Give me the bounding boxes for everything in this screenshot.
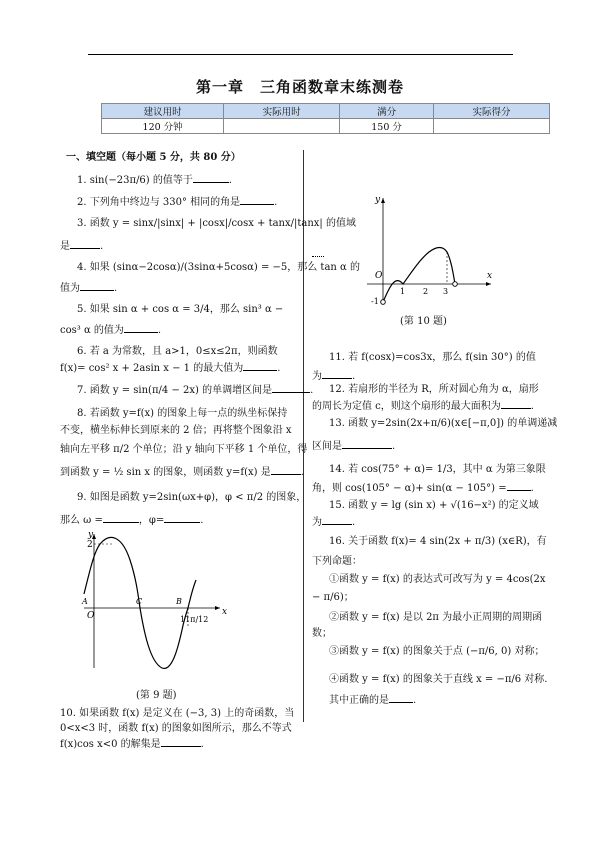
question-8: 8. 若函数 y=f(x) 的图象上每一点的纵坐标保持	[77, 408, 288, 419]
answer-blank	[322, 514, 352, 525]
question-13-cont: 区间是 .	[312, 438, 395, 455]
question-3-cont: 是 .	[60, 238, 103, 255]
answer-blank	[507, 480, 531, 491]
question-8-cont: 轴向左平移 π/2 个单位；沿 y 轴向下平移 1 个单位，得	[60, 444, 308, 455]
answer-blank	[272, 382, 310, 393]
header-cell: 实际用时	[224, 104, 340, 119]
section-heading: 一、填空题（每小题 5 分，共 80 分）	[66, 152, 241, 163]
answer-blank	[342, 438, 392, 449]
point-C-label: C	[136, 597, 143, 606]
proposition-3: ③函数 y = f(x) 的图象关于点 (−π/6, 0) 对称；	[329, 646, 545, 657]
x-axis-arrow	[486, 282, 491, 286]
value-cell: 120 分钟	[102, 119, 224, 134]
question-1: 1. sin(−23π/6) 的值等于 .	[77, 172, 232, 189]
answer-blank	[240, 194, 274, 205]
answer-blank	[243, 360, 277, 371]
x-tick-1: 1	[400, 287, 406, 296]
answer-blank	[161, 736, 201, 747]
open-endpoint-right	[453, 282, 458, 287]
page-title: 第一章 三角函数章末练测卷	[195, 78, 404, 96]
value-cell: 150 分	[340, 119, 434, 134]
question-5-cont: cos³ α 的值为 .	[60, 322, 161, 339]
question-12: 12. 若扇形的半径为 R，所对圆心角为 α，扇形	[329, 384, 539, 395]
question-9: 9. 如图是函数 y=2sin(ωx+φ)，φ < π/2 的图象，	[77, 492, 307, 503]
question-10-cont: f(x)cos x<0 的解集是 .	[60, 736, 204, 753]
question-5: 5. 如果 sin α + cos α = 3/4，那么 sin³ α −	[77, 304, 284, 315]
question-9-cont: 那么 ω = ，φ= .	[60, 512, 203, 529]
question-15: 15. 函数 y = lg (sin x) + √(16−x²) 的定义域	[329, 500, 539, 511]
question-7: 7. 函数 y = sin(π/4 − 2x) 的单调增区间是 .	[77, 382, 313, 399]
x-tick-3: 3	[443, 287, 449, 296]
answer-blank	[80, 280, 114, 291]
proposition-2-cont: 数；	[312, 628, 332, 639]
question-8-cont: 到函数 y = ½ sin x 的图象，则函数 y=f(x) 是 .	[60, 464, 304, 481]
neg-one-label: -1	[371, 297, 379, 306]
proposition-4: ④函数 y = f(x) 的图象关于直线 x = −π/6 对称.	[329, 674, 548, 685]
header-cell: 实际得分	[434, 104, 550, 119]
header-cell: 满分	[340, 104, 434, 119]
x-tick-11pi-12: 11π/12	[180, 615, 209, 624]
origin-label: O	[87, 611, 95, 621]
question-14-cont: 角，则 cos(105° − α)+ sin(α − 105°) = .	[312, 480, 534, 497]
answer-blank	[389, 692, 413, 703]
x-tick-2: 2	[423, 287, 429, 296]
answer-blank	[322, 368, 352, 379]
answer-blank	[501, 398, 531, 409]
open-endpoint-left	[381, 300, 386, 305]
answer-blank	[103, 512, 139, 523]
figure-10-graph	[363, 190, 495, 308]
question-6: 6. 若 a 为常数，且 a>1，0≤x≤2π，则函数	[77, 346, 278, 357]
info-table	[101, 103, 550, 134]
value-cell	[434, 119, 550, 134]
point-B-label: B	[176, 597, 182, 606]
figure-10-caption: (第 10 题)	[400, 316, 447, 327]
answer-blank	[164, 512, 200, 523]
origin-label: O	[375, 271, 383, 281]
proposition-2: ②函数 y = f(x) 是以 2π 为最小正周期的周期函	[329, 612, 543, 623]
question-14: 14. 若 cos(75° + α)= 1/3，其中 α 为第三象限	[329, 464, 546, 475]
question-10-cont: 0<x<3 时，函数 f(x) 的图象如图所示，那么不等式	[60, 723, 292, 734]
x-axis-arrow	[215, 606, 220, 610]
answer-blank	[193, 172, 229, 183]
y-max-label: 2	[87, 540, 93, 550]
figure-9-graph	[80, 528, 230, 676]
y-label: y	[375, 195, 381, 205]
question-2: 2. 下列角中终边与 330° 相同的角是 .	[77, 194, 277, 211]
proposition-1-cont: − π/6)；	[312, 592, 354, 603]
question-3: 3. 函数 y = sinx/|sinx| + |cosx|/cosx + tanx/|tanx| 的值域	[77, 218, 356, 229]
question-12-cont: 的周长为定值 c，则这个扇形的最大面积为 .	[312, 398, 534, 415]
question-4-cont: 值为 .	[60, 280, 117, 297]
answer-blank	[124, 322, 158, 333]
question-10: 10. 如果函数 f(x) 是定义在 (−3, 3) 上的奇函数，当	[60, 708, 295, 719]
question-13: 13. 函数 y=2sin(2x+π/6)(x∈[−π,0]) 的单调递减	[329, 418, 558, 429]
question-15-cont: 为 .	[312, 514, 355, 531]
top-rule	[88, 54, 513, 55]
margin-mark	[312, 256, 324, 260]
proposition-1: ①函数 y = f(x) 的表达式可改写为 y = 4cos(2x	[329, 574, 546, 585]
question-11-cont: 为 .	[312, 368, 355, 385]
question-16-answer: 其中正确的是 .	[329, 692, 416, 709]
answer-blank	[70, 238, 100, 249]
y-axis-arrow	[381, 198, 385, 203]
question-16: 16. 关于函数 f(x)= 4 sin(2x + π/3) (x∈R)，有	[329, 536, 547, 547]
x-label: x	[487, 271, 493, 281]
y-label: y	[88, 530, 94, 540]
question-8-cont: 不变，横坐标伸长到原来的 2 倍；再将整个图象沿 x	[60, 425, 292, 436]
point-A-label: A	[82, 597, 88, 606]
x-label: x	[222, 607, 228, 617]
answer-blank	[271, 464, 301, 475]
value-cell	[224, 119, 340, 134]
column-divider	[303, 150, 304, 722]
question-16-cont: 下列命题：	[312, 556, 362, 567]
header-cell: 建议用时	[102, 104, 224, 119]
question-6-cont: f(x)= cos² x + 2asin x − 1 的最大值为 .	[60, 360, 280, 377]
question-11: 11. 若 f(cosx)=cos3x，那么 f(sin 30°) 的值	[329, 352, 536, 363]
figure-9-caption: (第 9 题)	[136, 690, 177, 701]
question-4: 4. 如果 (sinα−2cosα)/(3sinα+5cosα) = −5，那么 tan α 的	[77, 262, 360, 273]
